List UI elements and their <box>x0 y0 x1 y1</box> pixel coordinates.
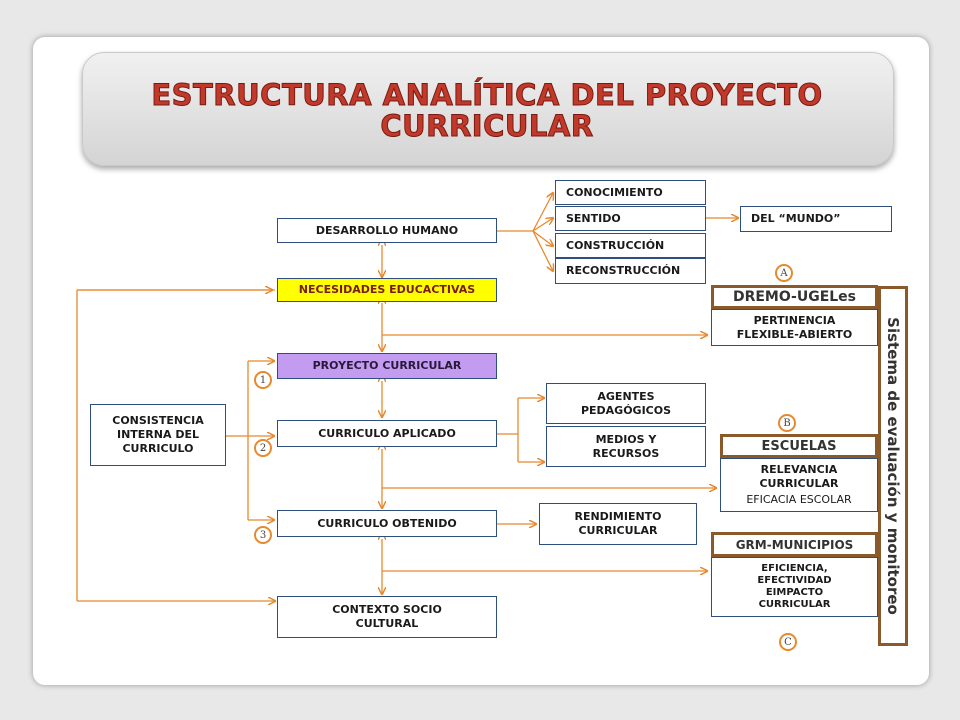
agentes-pedagogicos-box: AGENTES PEDAGÓGICOS <box>546 383 706 424</box>
desarrollo-humano-box: DESARROLLO HUMANO <box>277 218 497 243</box>
dremo-ugeles-header: DREMO-UGELes <box>711 285 878 309</box>
relevancia-box: RELEVANCIA CURRICULAR EFICACIA ESCOLAR <box>720 458 878 512</box>
conocimiento-box: CONOCIMIENTO <box>555 180 706 205</box>
diagram-title: ESTRUCTURA ANALÍTICA DEL PROYECTO CURRICULAR <box>151 78 823 143</box>
sistema-evaluacion-panel <box>878 286 908 646</box>
consistencia-interna-box: CONSISTENCIA INTERNA DEL CURRICULO <box>90 404 226 466</box>
necesidades-educativas-box: NECESIDADES EDUCACTIVAS <box>277 278 497 302</box>
grm-municipios-header: GRM-MUNICIPIOS <box>711 532 878 557</box>
curriculo-aplicado-box: CURRICULO APLICADO <box>277 420 497 447</box>
marker-2: 2 <box>254 439 272 457</box>
curriculo-obtenido-box: CURRICULO OBTENIDO <box>277 510 497 537</box>
construccion-box: CONSTRUCCIÓN <box>555 233 706 258</box>
arrow <box>533 231 553 271</box>
rendimiento-curricular-box: RENDIMIENTO CURRICULAR <box>539 503 697 545</box>
marker-3: 3 <box>254 526 272 544</box>
contexto-socio-cultural-box: CONTEXTO SOCIO CULTURAL <box>277 596 497 638</box>
marker-b: B <box>778 414 796 432</box>
eficacia-escolar-text: EFICACIA ESCOLAR <box>746 493 852 506</box>
arrow <box>533 231 553 246</box>
proyecto-curricular-box: PROYECTO CURRICULAR <box>277 353 497 379</box>
marker-c: C <box>779 633 797 651</box>
sentido-box: SENTIDO <box>555 206 706 231</box>
pertinencia-box: PERTINENCIA FLEXIBLE-ABIERTO <box>711 309 878 346</box>
sistema-evaluacion-label: Sistema de evaluación y monitoreo <box>884 317 902 615</box>
eficiencia-box: EFICIENCIA, EFECTIVIDAD EIMPACTO CURRICULAR <box>711 557 878 617</box>
marker-1: 1 <box>254 371 272 389</box>
medios-recursos-box: MEDIOS Y RECURSOS <box>546 426 706 467</box>
arrow <box>533 193 553 231</box>
marker-a: A <box>775 264 793 282</box>
escuelas-header: ESCUELAS <box>720 434 878 458</box>
reconstruccion-box: RECONSTRUCCIÓN <box>555 258 706 284</box>
del-mundo-box: DEL “MUNDO” <box>740 206 892 232</box>
